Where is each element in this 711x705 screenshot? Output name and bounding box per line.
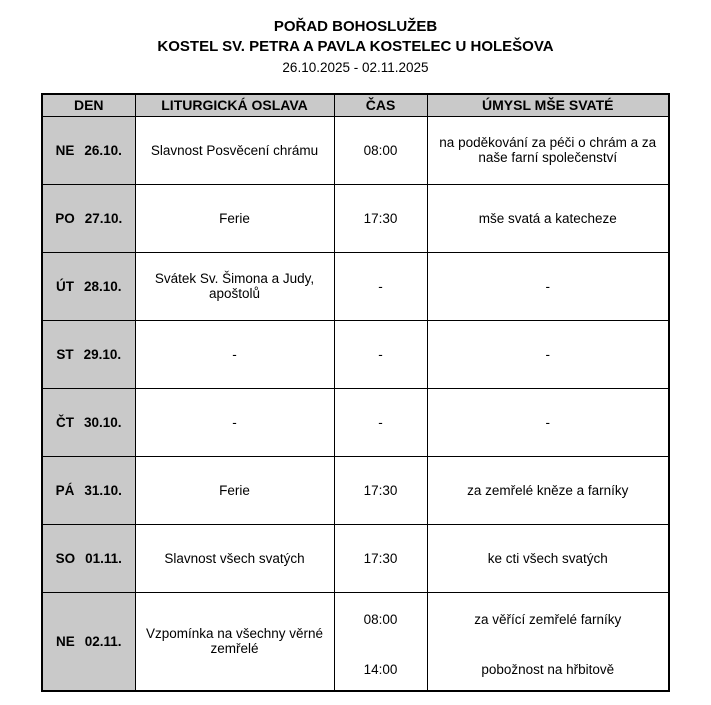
day-abbr: SO xyxy=(55,550,76,566)
day-abbr: ČT xyxy=(55,414,74,430)
celebration-cell: - xyxy=(135,388,334,456)
day-date: 26.10. xyxy=(84,142,122,158)
intention-cell xyxy=(427,592,669,691)
day-abbr: PO xyxy=(55,210,75,226)
day-date: 27.10. xyxy=(84,210,123,226)
celebration-cell: Svátek Sv. Šimona a Judy, apoštolů xyxy=(135,252,334,320)
day-date: 29.10. xyxy=(83,346,122,362)
document-header xyxy=(0,0,711,78)
day-date: 28.10. xyxy=(83,278,122,294)
day-cell xyxy=(42,252,135,320)
celebration-cell: Slavnost všech svatých xyxy=(135,524,334,592)
intention-cell: - xyxy=(427,252,669,320)
time-entry-1: 08:00 xyxy=(363,611,398,627)
intention-cell: mše svatá a katecheze xyxy=(427,184,669,252)
intention-cell: - xyxy=(427,388,669,456)
table-row xyxy=(42,252,669,320)
day-date: 01.11. xyxy=(85,550,122,566)
page-subtitle: KOSTEL SV. PETRA A PAVLA KOSTELEC U HOLEŠOVA xyxy=(157,38,554,55)
day-abbr: ÚT xyxy=(55,278,74,294)
day-abbr: NE xyxy=(55,633,75,649)
time-cell: 17:30 xyxy=(334,456,427,524)
celebration-cell: Ferie xyxy=(135,184,334,252)
table-row xyxy=(42,184,669,252)
table-row xyxy=(42,592,669,691)
col-header-umysl: ÚMYSL MŠE SVATÉ xyxy=(427,94,669,116)
time-cell: - xyxy=(334,320,427,388)
time-cell: - xyxy=(334,252,427,320)
day-date: 02.11. xyxy=(84,633,122,649)
day-cell xyxy=(42,456,135,524)
day-date: 31.10. xyxy=(84,482,122,498)
table-header-row xyxy=(42,94,669,116)
table-row xyxy=(42,116,669,184)
intention-cell: za zemřelé kněze a farníky xyxy=(427,456,669,524)
time-cell: - xyxy=(334,388,427,456)
date-range: 26.10.2025 - 02.11.2025 xyxy=(282,60,429,75)
time-cell: 08:00 xyxy=(334,116,427,184)
time-cell: 17:30 xyxy=(334,184,427,252)
table-row xyxy=(42,320,669,388)
intention-entry-1: za věřící zemřelé farníky xyxy=(474,611,622,627)
time-cell xyxy=(334,592,427,691)
table-row xyxy=(42,456,669,524)
schedule-table xyxy=(41,93,670,692)
day-abbr: PÁ xyxy=(55,482,75,498)
intention-cell: na poděkování za péči o chrám a za naše farní společenství xyxy=(427,116,669,184)
day-cell xyxy=(42,388,135,456)
day-abbr: NE xyxy=(55,142,75,158)
intention-cell: - xyxy=(427,320,669,388)
time-cell: 17:30 xyxy=(334,524,427,592)
time-entry-2: 14:00 xyxy=(363,661,398,677)
day-cell xyxy=(42,116,135,184)
col-header-cas: ČAS xyxy=(334,94,427,116)
day-cell xyxy=(42,592,135,691)
celebration-cell: Ferie xyxy=(135,456,334,524)
day-cell xyxy=(42,320,135,388)
col-header-liturgicka-oslava: LITURGICKÁ OSLAVA xyxy=(135,94,334,116)
celebration-cell: Vzpomínka na všechny věrné zemřelé xyxy=(135,592,334,691)
day-abbr: ST xyxy=(56,346,74,362)
day-cell xyxy=(42,524,135,592)
intention-entry-2: pobožnost na hřbitově xyxy=(481,661,615,677)
table-row xyxy=(42,524,669,592)
celebration-cell: - xyxy=(135,320,334,388)
day-cell xyxy=(42,184,135,252)
col-header-den: DEN xyxy=(42,94,135,116)
intention-cell: ke cti všech svatých xyxy=(427,524,669,592)
table-row xyxy=(42,388,669,456)
celebration-cell: Slavnost Posvěcení chrámu xyxy=(135,116,334,184)
day-date: 30.10. xyxy=(83,414,122,430)
page-title: POŘAD BOHOSLUŽEB xyxy=(273,18,438,35)
